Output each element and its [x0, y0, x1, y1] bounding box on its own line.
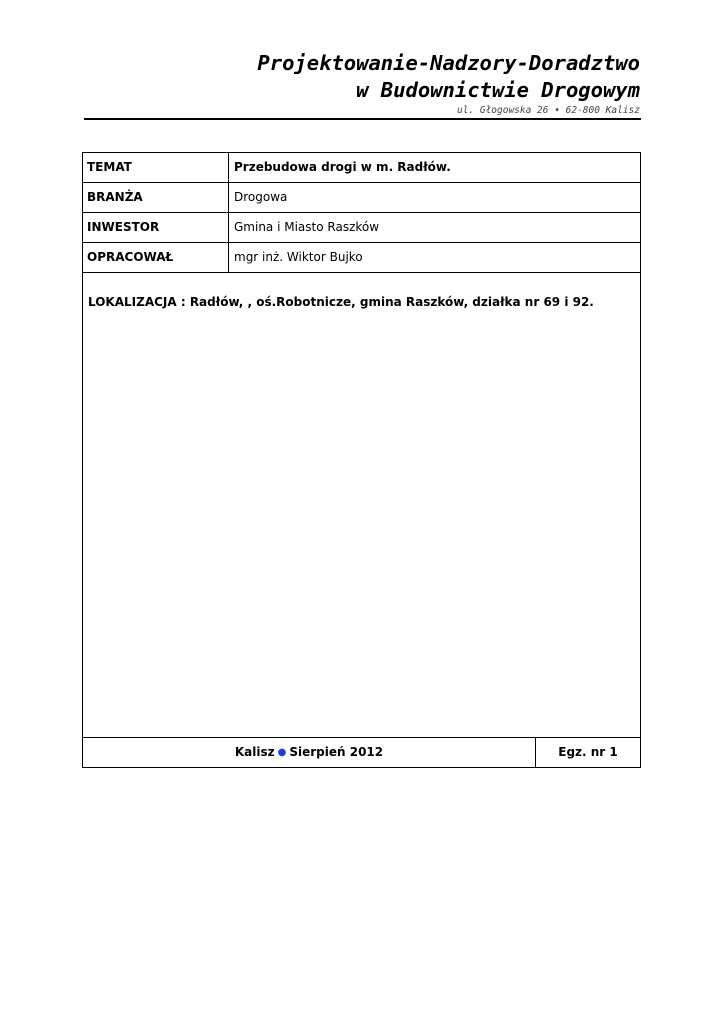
row-inwestor: [83, 213, 640, 243]
value-opracowal: mgr inż. Wiktor Bujko: [234, 250, 363, 264]
value-branza: Drogowa: [234, 190, 288, 204]
label-temat: TEMAT: [83, 153, 229, 182]
row-temat: [83, 153, 640, 183]
company-name-line-1: Projektowanie-Nadzory-Doradztwo: [257, 51, 640, 75]
company-name-line-2: w Budownictwie Drogowym: [356, 78, 640, 102]
footer-city: Kalisz: [234, 745, 275, 759]
footer-place-date: [83, 738, 536, 767]
footer-date: Sierpień 2012: [289, 745, 384, 759]
location-text: LOKALIZACJA : Radłów, , oś.Robotnicze, gmina Raszków, działka nr 69 i 92.: [88, 295, 594, 309]
bullet-icon: ●: [277, 747, 287, 758]
value-temat: Przebudowa drogi w m. Radłów.: [234, 160, 451, 174]
header-divider: [84, 118, 641, 120]
row-branza: [83, 183, 640, 213]
letterhead: [84, 50, 640, 118]
label-inwestor: INWESTOR: [83, 213, 229, 242]
title-sheet-table: [82, 152, 641, 768]
label-branza: BRANŻA: [83, 183, 229, 212]
company-address: ul. Głogowska 26 • 62-800 Kalisz: [456, 105, 640, 116]
row-opracowal: [83, 243, 640, 273]
label-opracowal: OPRACOWAŁ: [83, 243, 229, 272]
footer-row: [83, 737, 640, 767]
copy-number: Egz. nr 1: [558, 745, 618, 759]
value-inwestor: Gmina i Miasto Raszków: [234, 220, 380, 234]
